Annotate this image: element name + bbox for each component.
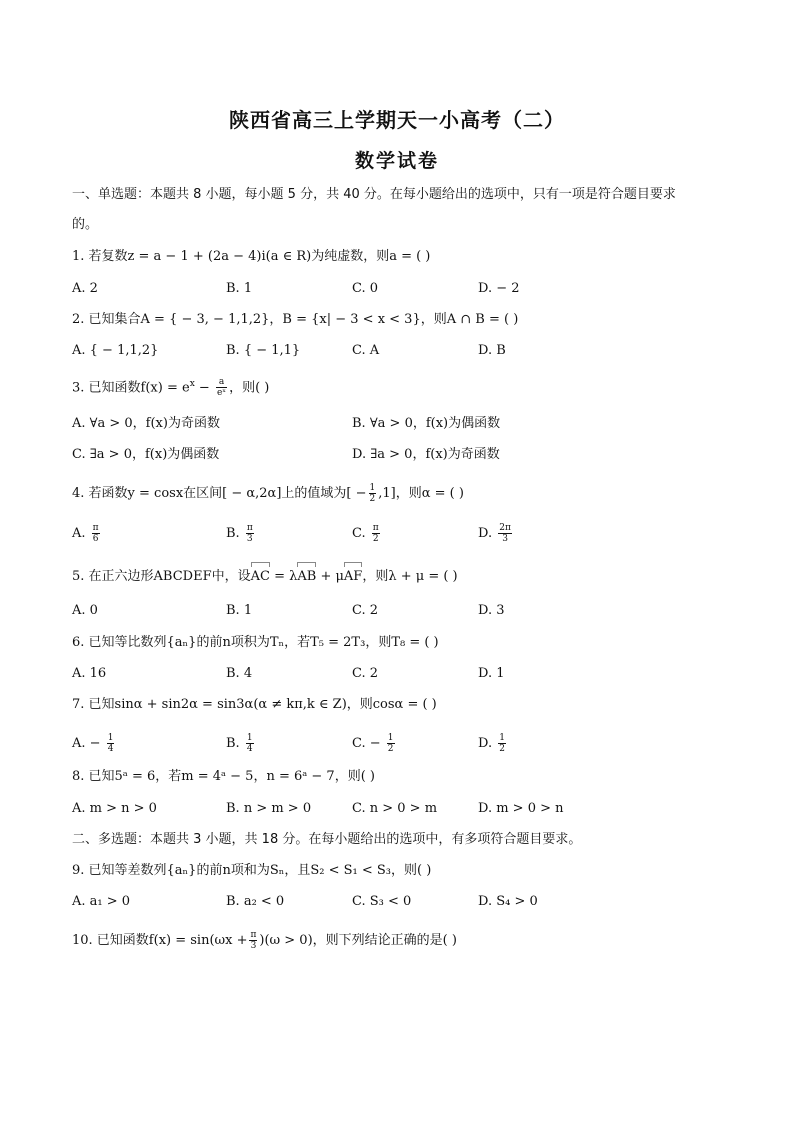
section1-instructions-line2: 的。 xyxy=(72,217,99,232)
question-7-option-a-label: A. − xyxy=(72,736,101,751)
question-2-stem: 2. 已知集合A = { − 3, − 1,1,2}，B = {x| − 3 < x < 3}，则A ∩ B = ( ) xyxy=(72,312,519,327)
question-5-option-d: D. 3 xyxy=(478,603,505,618)
question-4-option-d-fraction xyxy=(498,523,512,544)
question-6-stem: 6. 已知等比数列{aₙ}的前n项积为Tₙ，若T₅ = 2T₃，则T₈ = ( ) xyxy=(72,635,439,650)
question-3-fraction-den: eˣ xyxy=(216,388,227,399)
question-4-fraction xyxy=(369,483,377,504)
fraction-numerator: π xyxy=(372,523,379,533)
question-10-stem-pre: 10. 已知函数f(x) = sin(ωx + xyxy=(72,933,248,948)
fraction-numerator: π xyxy=(92,523,99,533)
fraction-denominator: 2 xyxy=(387,744,394,754)
question-4-fraction-den: 2 xyxy=(369,494,376,504)
question-6-option-a: A. 16 xyxy=(72,666,107,681)
question-10-fraction xyxy=(249,930,257,951)
question-4-option-a-label: A. xyxy=(72,526,86,541)
question-7-option-d xyxy=(478,733,508,754)
question-10-fraction-den: 3 xyxy=(250,941,257,951)
question-2-option-c: C. A xyxy=(352,343,380,358)
question-5-mid1: = λ xyxy=(269,569,298,584)
question-4-option-a-fraction xyxy=(92,523,100,544)
fraction-numerator: 1 xyxy=(499,733,505,743)
question-4-option-c-fraction xyxy=(372,523,380,544)
fraction-denominator: 2 xyxy=(499,744,505,754)
question-7-stem: 7. 已知sinα + sin2α = sin3α(α ≠ kπ,k ∈ Z)，则cosα = ( ) xyxy=(72,697,437,712)
question-10-stem xyxy=(72,930,457,951)
question-3-fraction xyxy=(216,377,227,398)
question-7-option-b xyxy=(226,733,256,754)
question-8-option-b: B. n > m > 0 xyxy=(226,801,312,816)
question-3-option-b: B. ∀a > 0，f(x)为偶函数 xyxy=(352,416,501,431)
question-4-option-d xyxy=(478,523,514,544)
question-9-option-b: B. a₂ < 0 xyxy=(226,894,285,909)
question-5-option-a: A. 0 xyxy=(72,603,98,618)
vector-ab: AB xyxy=(297,569,317,584)
section2-instructions: 二、多选题：本题共 3 小题，共 18 分。在每小题给出的选项中，有多项符合题目要求。 xyxy=(72,832,582,847)
question-4-fraction-num: 1 xyxy=(369,483,376,493)
question-3-stem-post: ，则( ) xyxy=(229,380,270,396)
question-4-stem-pre: 4. 若函数y = cosx在区间[ − α,2α]上的值域为[ − xyxy=(72,486,367,501)
vector-ac: AC xyxy=(250,569,270,584)
question-3-stem-pre: 3. 已知函数f(x) = e xyxy=(72,380,190,396)
question-7-option-c-fraction xyxy=(387,733,395,754)
question-6-option-b: B. 4 xyxy=(226,666,253,681)
question-7-option-b-fraction xyxy=(246,733,254,754)
question-7-option-b-label: B. xyxy=(226,736,240,751)
question-7-option-d-fraction xyxy=(498,733,506,754)
question-4-option-c-label: C. xyxy=(352,526,366,541)
question-5-mid2: + μ xyxy=(316,569,344,584)
question-5-stem xyxy=(72,568,458,586)
question-4-option-b-fraction xyxy=(246,523,254,544)
question-8-option-d: D. m > 0 > n xyxy=(478,801,564,816)
question-1-option-d: D. − 2 xyxy=(478,281,520,296)
fraction-numerator: 1 xyxy=(246,733,253,743)
question-4-option-b xyxy=(226,523,256,544)
question-6-option-d: D. 1 xyxy=(478,666,505,681)
question-5-option-c: C. 2 xyxy=(352,603,379,618)
fraction-denominator: 3 xyxy=(246,534,253,544)
question-3-exponent: x xyxy=(189,379,195,389)
exam-title: 陕西省高三上学期天一小高考（二） xyxy=(229,108,565,132)
question-5-stem-pre: 5. 在正六边形ABCDEF中，设 xyxy=(72,569,251,584)
question-7-option-d-label: D. xyxy=(478,736,493,751)
question-9-option-c: C. S₃ < 0 xyxy=(352,894,412,909)
question-5-option-b: B. 1 xyxy=(226,603,253,618)
question-4-option-a xyxy=(72,523,102,544)
question-8-option-c: C. n > 0 > m xyxy=(352,801,438,816)
fraction-denominator: 3 xyxy=(502,534,508,544)
question-9-stem: 9. 已知等差数列{aₙ}的前n项和为Sₙ，且S₂ < S₁ < S₃，则( ) xyxy=(72,863,432,878)
question-1-stem: 1. 若复数z = a − 1 + (2a − 4)i(a ∈ R)为纯虚数，则a = ( ) xyxy=(72,249,431,264)
question-3-option-c: C. ∃a > 0，f(x)为偶函数 xyxy=(72,447,220,462)
question-1-option-b: B. 1 xyxy=(226,281,253,296)
question-4-stem xyxy=(72,483,464,504)
question-10-fraction-num: π xyxy=(250,930,257,940)
question-4-stem-post: ,1]，则α = ( ) xyxy=(378,486,464,501)
fraction-numerator: 1 xyxy=(387,733,394,743)
question-1-option-a: A. 2 xyxy=(72,281,98,296)
question-5-stem-post: ，则λ + μ = ( ) xyxy=(362,569,458,584)
question-1-option-c: C. 0 xyxy=(352,281,379,296)
question-8-option-a: A. m > n > 0 xyxy=(72,801,157,816)
question-6-option-c: C. 2 xyxy=(352,666,379,681)
question-10-stem-post: )(ω > 0)，则下列结论正确的是( ) xyxy=(259,933,457,948)
question-8-stem: 8. 已知5ᵃ = 6，若m = 4ᵃ − 5，n = 6ᵃ − 7，则( ) xyxy=(72,769,375,784)
question-3-minus: − xyxy=(194,380,214,396)
question-7-option-a xyxy=(72,733,116,754)
question-7-option-c xyxy=(352,733,397,754)
question-9-option-a: A. a₁ > 0 xyxy=(72,894,131,909)
fraction-denominator: 4 xyxy=(107,744,114,754)
question-7-option-a-fraction xyxy=(107,733,115,754)
question-9-option-d: D. S₄ > 0 xyxy=(478,894,538,909)
question-3-option-d: D. ∃a > 0，f(x)为奇函数 xyxy=(352,447,500,462)
question-3-fraction-num: a xyxy=(216,377,227,388)
question-3-option-a: A. ∀a > 0，f(x)为奇函数 xyxy=(72,416,220,431)
question-2-option-a: A. { − 1,1,2} xyxy=(72,343,159,358)
fraction-numerator: 1 xyxy=(107,733,114,743)
question-2-option-b: B. { − 1,1} xyxy=(226,343,301,358)
question-7-option-c-label: C. − xyxy=(352,736,381,751)
fraction-numerator: 2π xyxy=(499,523,511,533)
fraction-numerator: π xyxy=(246,523,253,533)
fraction-denominator: 2 xyxy=(372,534,379,544)
question-4-option-b-label: B. xyxy=(226,526,240,541)
question-2-option-d: D. B xyxy=(478,343,506,358)
section1-instructions-line1: 一、单选题：本题共 8 小题，每小题 5 分，共 40 分。在每小题给出的选项中，只有一项是符合题目要求 xyxy=(72,187,676,202)
fraction-denominator: 6 xyxy=(92,534,99,544)
exam-subject: 数学试卷 xyxy=(354,150,439,172)
question-4-option-d-label: D. xyxy=(478,526,493,541)
fraction-denominator: 4 xyxy=(246,744,253,754)
question-4-option-c xyxy=(352,523,382,544)
question-3-stem xyxy=(72,375,269,398)
vector-af: AF xyxy=(343,569,363,584)
